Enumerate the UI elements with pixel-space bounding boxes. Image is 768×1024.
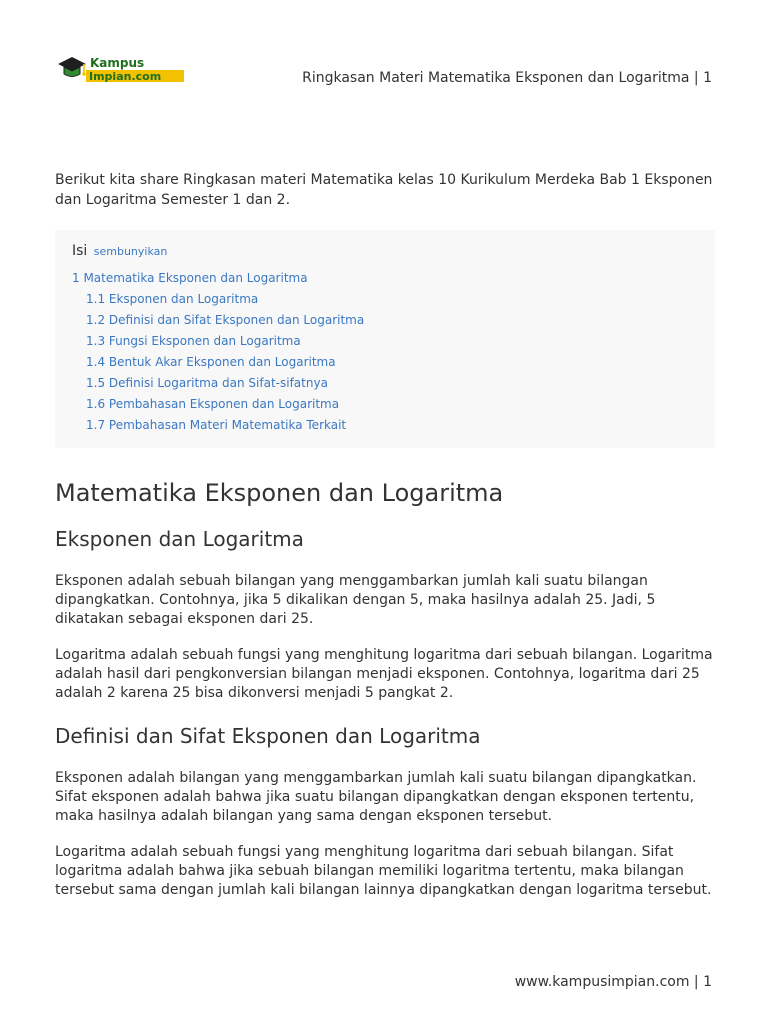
section2-paragraph-1: Eksponen adalah bilangan yang menggambarkan jumlah kali suatu bilangan dipangkatkan. Sifat eksponen adalah bahwa jika suatu bilangan dipangkatkan dengan eksponen tertentu, maka hasilnya adalah bilangan yang sama dengan eksponen tersebut. xyxy=(55,770,697,824)
toc-hide-toggle[interactable]: sembunyikan xyxy=(93,245,168,258)
toc-item-1-2[interactable]: 1.2 Definisi dan Sifat Eksponen dan Logaritma xyxy=(86,313,365,327)
toc-item-1-5[interactable]: 1.5 Definisi Logaritma dan Sifat-sifatnya xyxy=(86,376,328,390)
section-heading-definisi-sifat: Definisi dan Sifat Eksponen dan Logaritma xyxy=(55,724,481,748)
section1-paragraph-1: Eksponen adalah sebuah bilangan yang menggambarkan jumlah kali suatu bilangan dipangkatkan. Contohnya, jika 5 dikalikan dengan 5, maka hasilnya adalah 25. Jadi, 5 dikatakan sebagai eksponen dari 25. xyxy=(55,573,656,627)
toc-title: Isi xyxy=(72,243,88,259)
toc-item-1-7[interactable]: 1.7 Pembahasan Materi Matematika Terkait xyxy=(86,418,347,432)
kampus-impian-logo[interactable] xyxy=(56,52,188,86)
page-header xyxy=(0,0,768,110)
table-of-contents xyxy=(55,230,715,448)
toc-item-main[interactable]: 1 Matematika Eksponen dan Logaritma xyxy=(72,271,308,285)
header-title: Ringkasan Materi Matematika Eksponen dan Logaritma | 1 xyxy=(302,70,712,86)
toc-item-1-6[interactable]: 1.6 Pembahasan Eksponen dan Logaritma xyxy=(86,397,340,411)
logo-line2: Impian.com xyxy=(89,70,162,83)
section2-paragraph-2: Logaritma adalah sebuah fungsi yang menghitung logaritma dari sebuah bilangan. Sifat logaritma adalah bahwa jika sebuah bilangan memiliki logaritma tertentu, maka bilangan tersebut sama dengan jumlah kali bilangan lainnya dipangkatkan dengan logaritma tersebut. xyxy=(55,844,712,898)
section1-paragraph-2: Logaritma adalah sebuah fungsi yang menghitung logaritma dari sebuah bilangan. Logaritma adalah hasil dari pengkonversian bilangan menjadi eksponen. Contohnya, logaritma dari 25 adalah 2 karena 25 bisa dikonversi menjadi 5 pangkat 2. xyxy=(55,647,713,701)
page-footer: www.kampusimpian.com | 1 xyxy=(514,974,712,990)
toc-list xyxy=(72,268,698,436)
graduation-cap-icon xyxy=(58,57,86,77)
toc-sublist xyxy=(72,289,698,436)
intro-paragraph: Berikut kita share Ringkasan materi Matematika kelas 10 Kurikulum Merdeka Bab 1 Eksponen dan Logaritma Semester 1 dan 2. xyxy=(55,172,713,208)
toc-item-1-4[interactable]: 1.4 Bentuk Akar Eksponen dan Logaritma xyxy=(86,355,336,369)
article-title: Matematika Eksponen dan Logaritma xyxy=(55,479,504,507)
logo-line1: Kampus xyxy=(90,56,145,70)
article-content xyxy=(55,170,715,900)
toc-header xyxy=(72,241,698,262)
section-heading-eksponen-logaritma: Eksponen dan Logaritma xyxy=(55,527,304,551)
toc-item-1-1[interactable]: 1.1 Eksponen dan Logaritma xyxy=(86,292,259,306)
toc-item-1-3[interactable]: 1.3 Fungsi Eksponen dan Logaritma xyxy=(86,334,301,348)
toc-sublist-wrapper xyxy=(72,289,698,436)
